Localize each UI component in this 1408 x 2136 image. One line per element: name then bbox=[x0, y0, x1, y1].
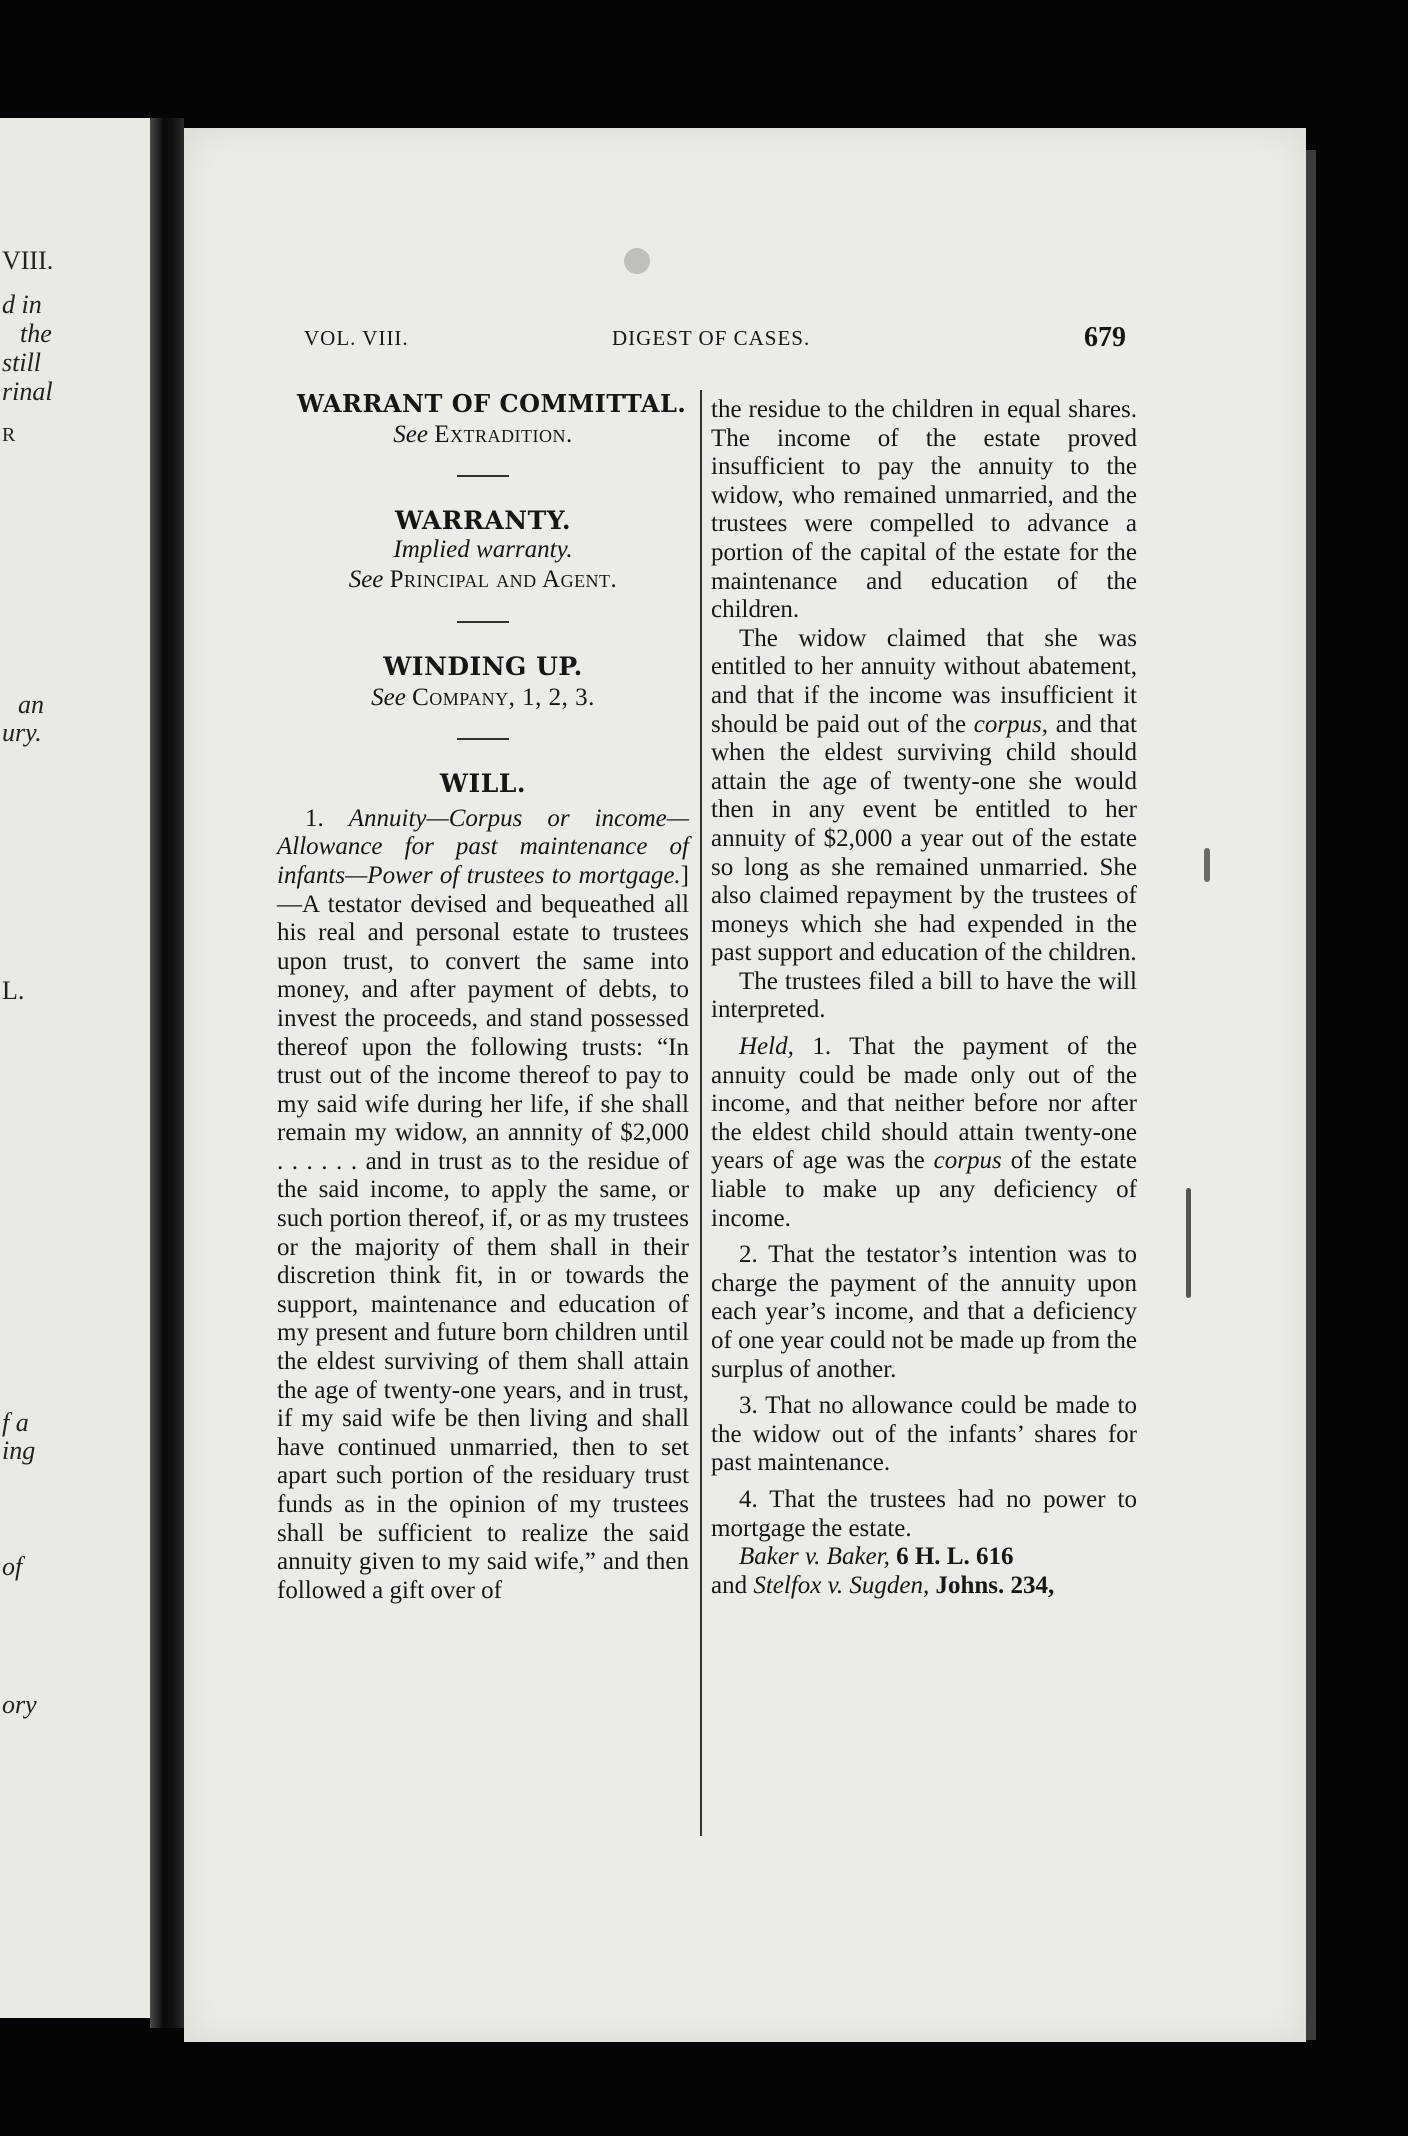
facing-page-fragment: R bbox=[2, 424, 16, 446]
term-corpus: corpus bbox=[933, 1147, 1002, 1175]
facing-page-fragment: ing bbox=[2, 1436, 36, 1465]
section-divider bbox=[457, 621, 509, 623]
text-run: The widow claimed that she was entitled to her annuity without abatement, and that if the income was insufficient it should be paid out of the bbox=[711, 624, 1137, 738]
page-edge bbox=[1306, 150, 1316, 2040]
facing-page-fragment: f a bbox=[2, 1408, 29, 1437]
subheading-implied-warranty: Implied warranty. bbox=[393, 535, 573, 563]
facing-page-fragment: L. bbox=[2, 976, 25, 1005]
facing-page-fragment: an bbox=[18, 690, 44, 719]
book-page bbox=[184, 128, 1306, 2042]
right-column bbox=[711, 396, 1137, 1600]
text-run: of the estate liable to make up any deficiency of income. bbox=[711, 1147, 1138, 1232]
case-reference: Johns. 234, bbox=[935, 1571, 1055, 1599]
case-reference: 6 H. L. 616 bbox=[896, 1543, 1014, 1571]
heading-warranty: WARRANTY. bbox=[394, 506, 572, 536]
see-label: See bbox=[393, 420, 428, 448]
text-run: 1. That the payment of the annuity could be made only out of the income, and that neither before nor after the eldest child should attain twenty-one years of age was the bbox=[711, 1033, 1138, 1175]
facing-page-fragment: still bbox=[2, 348, 42, 377]
cross-reference-target: Principal and Agent. bbox=[389, 566, 618, 594]
facing-page-fragment: the bbox=[20, 319, 52, 348]
paragraph bbox=[711, 625, 1137, 968]
see-label: See bbox=[371, 683, 406, 711]
cross-reference-target: Company, 1, 2, 3. bbox=[412, 683, 595, 711]
page-number: 679 bbox=[1084, 322, 1126, 353]
holding-1 bbox=[711, 1033, 1137, 1233]
paragraph: The trustees filed a bill to have the will interpreted. bbox=[711, 967, 1137, 1024]
running-head-volume: VOL. VIII. bbox=[304, 326, 409, 350]
cross-reference bbox=[277, 421, 689, 450]
citation bbox=[711, 1572, 1137, 1601]
cross-reference bbox=[277, 684, 689, 713]
text-run: and that when the eldest surviving child should attain the age of twenty-one she would then in any event be entitled to her annuity of $2,000 a year out of the estate so long as she remained unmarried. She also claimed repayment by the trustees of moneys which she had expended in the past support and education of the children. bbox=[711, 710, 1137, 967]
entry-number: 1. bbox=[305, 804, 324, 832]
heading-warrant-of-committal: WARRANT OF COMMITTAL. bbox=[297, 389, 687, 418]
heading-will: WILL. bbox=[439, 769, 527, 799]
section-divider bbox=[457, 738, 509, 740]
text-run: and bbox=[711, 1571, 748, 1599]
book-gutter bbox=[150, 118, 184, 2028]
facing-page-fragment: d in bbox=[2, 290, 42, 319]
facing-page-fragment: VIII. bbox=[2, 246, 54, 275]
case-name: Baker v. Baker, bbox=[739, 1543, 890, 1571]
holding-2: 2. That the testator’s intention was to charge the payment of the annuity upon each year’s income, and that a deficiency of one year could not be made up from the surplus of another. bbox=[711, 1241, 1137, 1383]
paragraph: the residue to the children in equal shares. The income of the estate proved insufficient to pay the annuity to the widow, who remained unmarried, and the trustees were compelled to advance a portion of the capital of the estate for the maintenance and education of the children. bbox=[711, 396, 1137, 624]
holding-3: 3. That no allowance could be made to the widow out of the infants’ shares for past maintenance. bbox=[711, 1392, 1137, 1477]
see-label: See bbox=[348, 566, 384, 594]
case-name: Stelfox v. Sugden, bbox=[753, 1571, 930, 1599]
cross-reference-target: Extradition. bbox=[434, 420, 573, 448]
running-head-title: DIGEST OF CASES. bbox=[612, 326, 811, 350]
margin-mark bbox=[1186, 1188, 1191, 1298]
page-smudge bbox=[624, 248, 650, 274]
facing-page-fragment: rinal bbox=[2, 377, 53, 406]
citation bbox=[711, 1543, 1137, 1572]
column-rule bbox=[700, 390, 702, 1836]
held-label: Held, bbox=[739, 1033, 794, 1061]
facing-page-fragment: ory bbox=[2, 1690, 37, 1719]
section-divider bbox=[457, 475, 509, 477]
left-column bbox=[277, 390, 689, 1605]
facing-page-fragment: ury. bbox=[2, 718, 42, 747]
entry-headnote: Annuity—Corpus or income—Allowance for past maintenance of infants—Power of trustees to mortgage. bbox=[277, 804, 690, 889]
term-corpus: corpus, bbox=[973, 710, 1049, 738]
entry-body: ]—A testator devised and bequeathed all his real and personal estate to trustees upon trust, to convert the same into money, and after payment of debts, to invest the proceeds, and stand possessed thereof upon the following trusts: “In trust out of the income thereof to pay to my said wife during her life, if she shall remain my widow, an annnity of $2,000 . . . . . . and in trust as to the residue of the said income, to apply the same, or such portion thereof, if, or as my trustees or the majority of them shall in their discretion think fit, in or towards the support, maintenance and education of my present and future born children until the eldest surviving of them shall attain the age of twenty-one years, and in trust, if my said wife be then living and shall have continued unmarried, then to set apart such portion of the residuary trust funds as in the opinion of my trustees shall be sufficient to realize the said annuity given to my said wife,” and then followed a gift over of bbox=[277, 861, 689, 1604]
holding-4: 4. That the trustees had no power to mortgage the estate. bbox=[711, 1485, 1137, 1542]
facing-page-fragment: of bbox=[2, 1552, 23, 1581]
will-entry-1 bbox=[277, 805, 689, 1606]
running-head bbox=[184, 322, 1306, 366]
heading-winding-up: WINDING UP. bbox=[383, 651, 583, 681]
cross-reference bbox=[277, 566, 689, 595]
margin-mark bbox=[1204, 848, 1210, 882]
